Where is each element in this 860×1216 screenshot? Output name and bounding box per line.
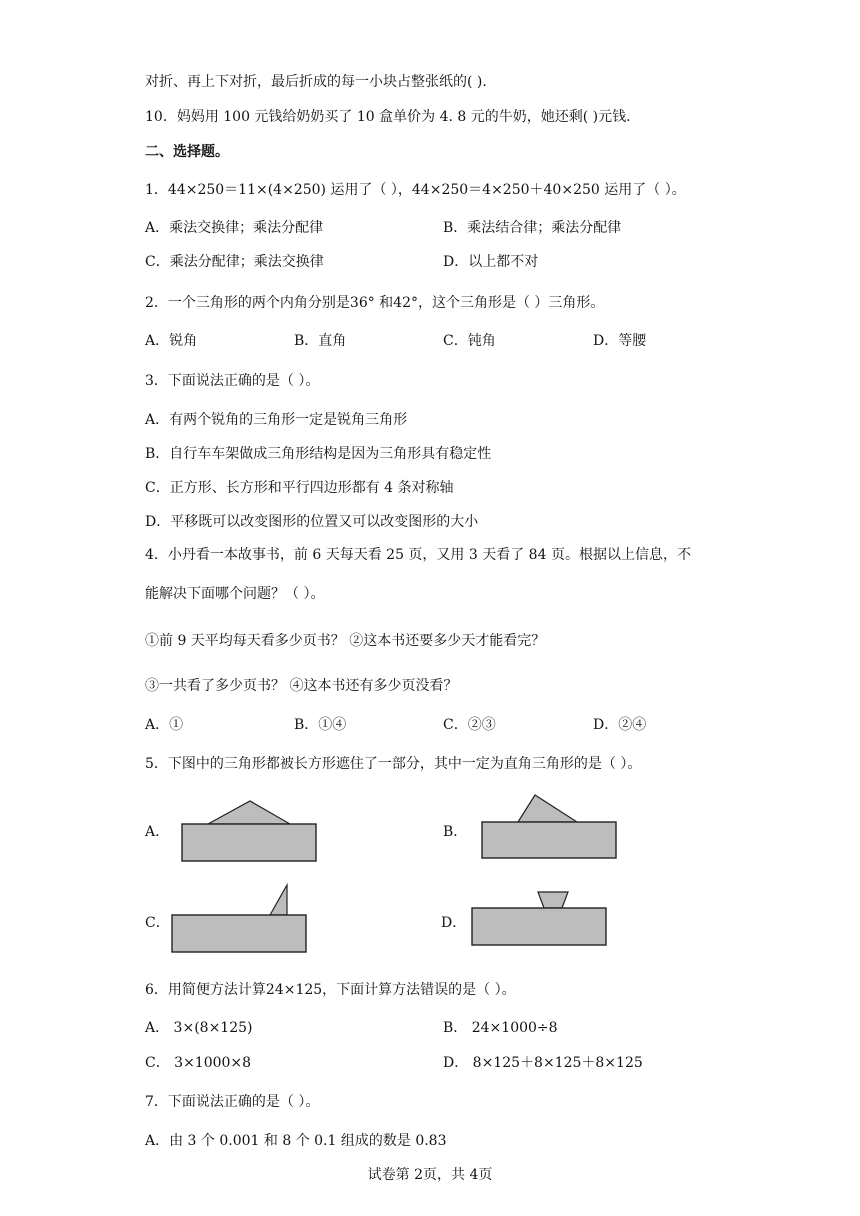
section-heading-choice: 二、选择题。 xyxy=(145,144,229,160)
q5-label-d: D． xyxy=(441,915,467,931)
q7-option-a: A．由 3 个 0.001 和 8 个 0.1 组成的数是 0.83 xyxy=(145,1133,447,1149)
q6-option-a: A． 3×(8×125) xyxy=(145,1020,253,1036)
question-9-continuation: 对折、再上下对折，最后折成的每一小块占整张纸的( ). xyxy=(145,74,487,90)
question-10: 10．妈妈用 100 元钱给奶奶买了 10 盒单价为 4. 8 元的牛奶，她还剩( )元钱. xyxy=(145,109,631,125)
q1-option-d: D．以上都不对 xyxy=(443,254,539,270)
q3-option-b: B．自行车车架做成三角形结构是因为三角形具有稳定性 xyxy=(145,446,492,462)
question-7: 7．下面说法正确的是（ ）。 xyxy=(145,1094,320,1110)
q6-option-b: B． 24×1000÷8 xyxy=(443,1020,558,1036)
question-1: 1．44×250＝11×(4×250) 运用了（ ），44×250＝4×250＋40×250 运用了（ ）。 xyxy=(145,182,686,198)
q4-option-b: B．①④ xyxy=(294,717,347,733)
q4-option-d: D．②④ xyxy=(593,717,647,733)
q2-option-a: A．锐角 xyxy=(145,333,198,349)
q2-option-d: D．等腰 xyxy=(593,333,647,349)
q1-option-c: C．乘法分配律；乘法交换律 xyxy=(145,254,324,270)
q2-option-b: B．直角 xyxy=(294,333,347,349)
q2-option-c: C．钝角 xyxy=(443,333,496,349)
q5-figure-b xyxy=(480,792,620,860)
question-3: 3．下面说法正确的是（ ）。 xyxy=(145,373,320,389)
q5-label-c: C． xyxy=(145,915,170,931)
q1-option-a: A．乘法交换律；乘法分配律 xyxy=(145,220,324,236)
q5-figure-c xyxy=(170,882,310,954)
q4-option-a: A．① xyxy=(145,717,184,733)
q6-option-d: D． 8×125＋8×125＋8×125 xyxy=(443,1055,643,1071)
q5-figure-a xyxy=(180,798,320,864)
q3-option-d: D．平移既可以改变图形的位置又可以改变图形的大小 xyxy=(145,514,479,530)
q6-option-c: C． 3×1000×8 xyxy=(145,1055,252,1071)
q1-option-b: B．乘法结合律；乘法分配律 xyxy=(443,220,622,236)
question-4-subitems-1: ①前 9 天平均每天看多少页书？ ②这本书还要多少天才能看完？ xyxy=(145,633,546,649)
question-5: 5．下图中的三角形都被长方形遮住了一部分，其中一定为直角三角形的是（ ）。 xyxy=(145,756,642,772)
q3-option-a: A．有两个锐角的三角形一定是锐角三角形 xyxy=(145,412,408,428)
question-4-subitems-2: ③一共看了多少页书？ ④这本书还有多少页没看？ xyxy=(145,678,458,694)
q4-option-c: C．②③ xyxy=(443,717,496,733)
page-footer: 试卷第 2页，共 4页 xyxy=(367,1167,493,1183)
q3-option-c: C．正方形、长方形和平行四边形都有 4 条对称轴 xyxy=(145,480,454,496)
question-2: 2．一个三角形的两个内角分别是36° 和42°，这个三角形是（ ）三角形。 xyxy=(145,295,605,311)
question-4-line1: 4．小丹看一本故事书，前 6 天每天看 25 页，又用 3 天看了 84 页。根据以上信息，不 xyxy=(145,547,691,563)
question-4-line2: 能解决下面哪个问题？（ ）。 xyxy=(145,586,325,602)
q5-label-a: A． xyxy=(145,824,170,840)
q5-label-b: B． xyxy=(443,824,468,840)
question-6: 6．用简便方法计算24×125，下面计算方法错误的是（ ）。 xyxy=(145,982,516,998)
q5-figure-d xyxy=(470,889,610,947)
